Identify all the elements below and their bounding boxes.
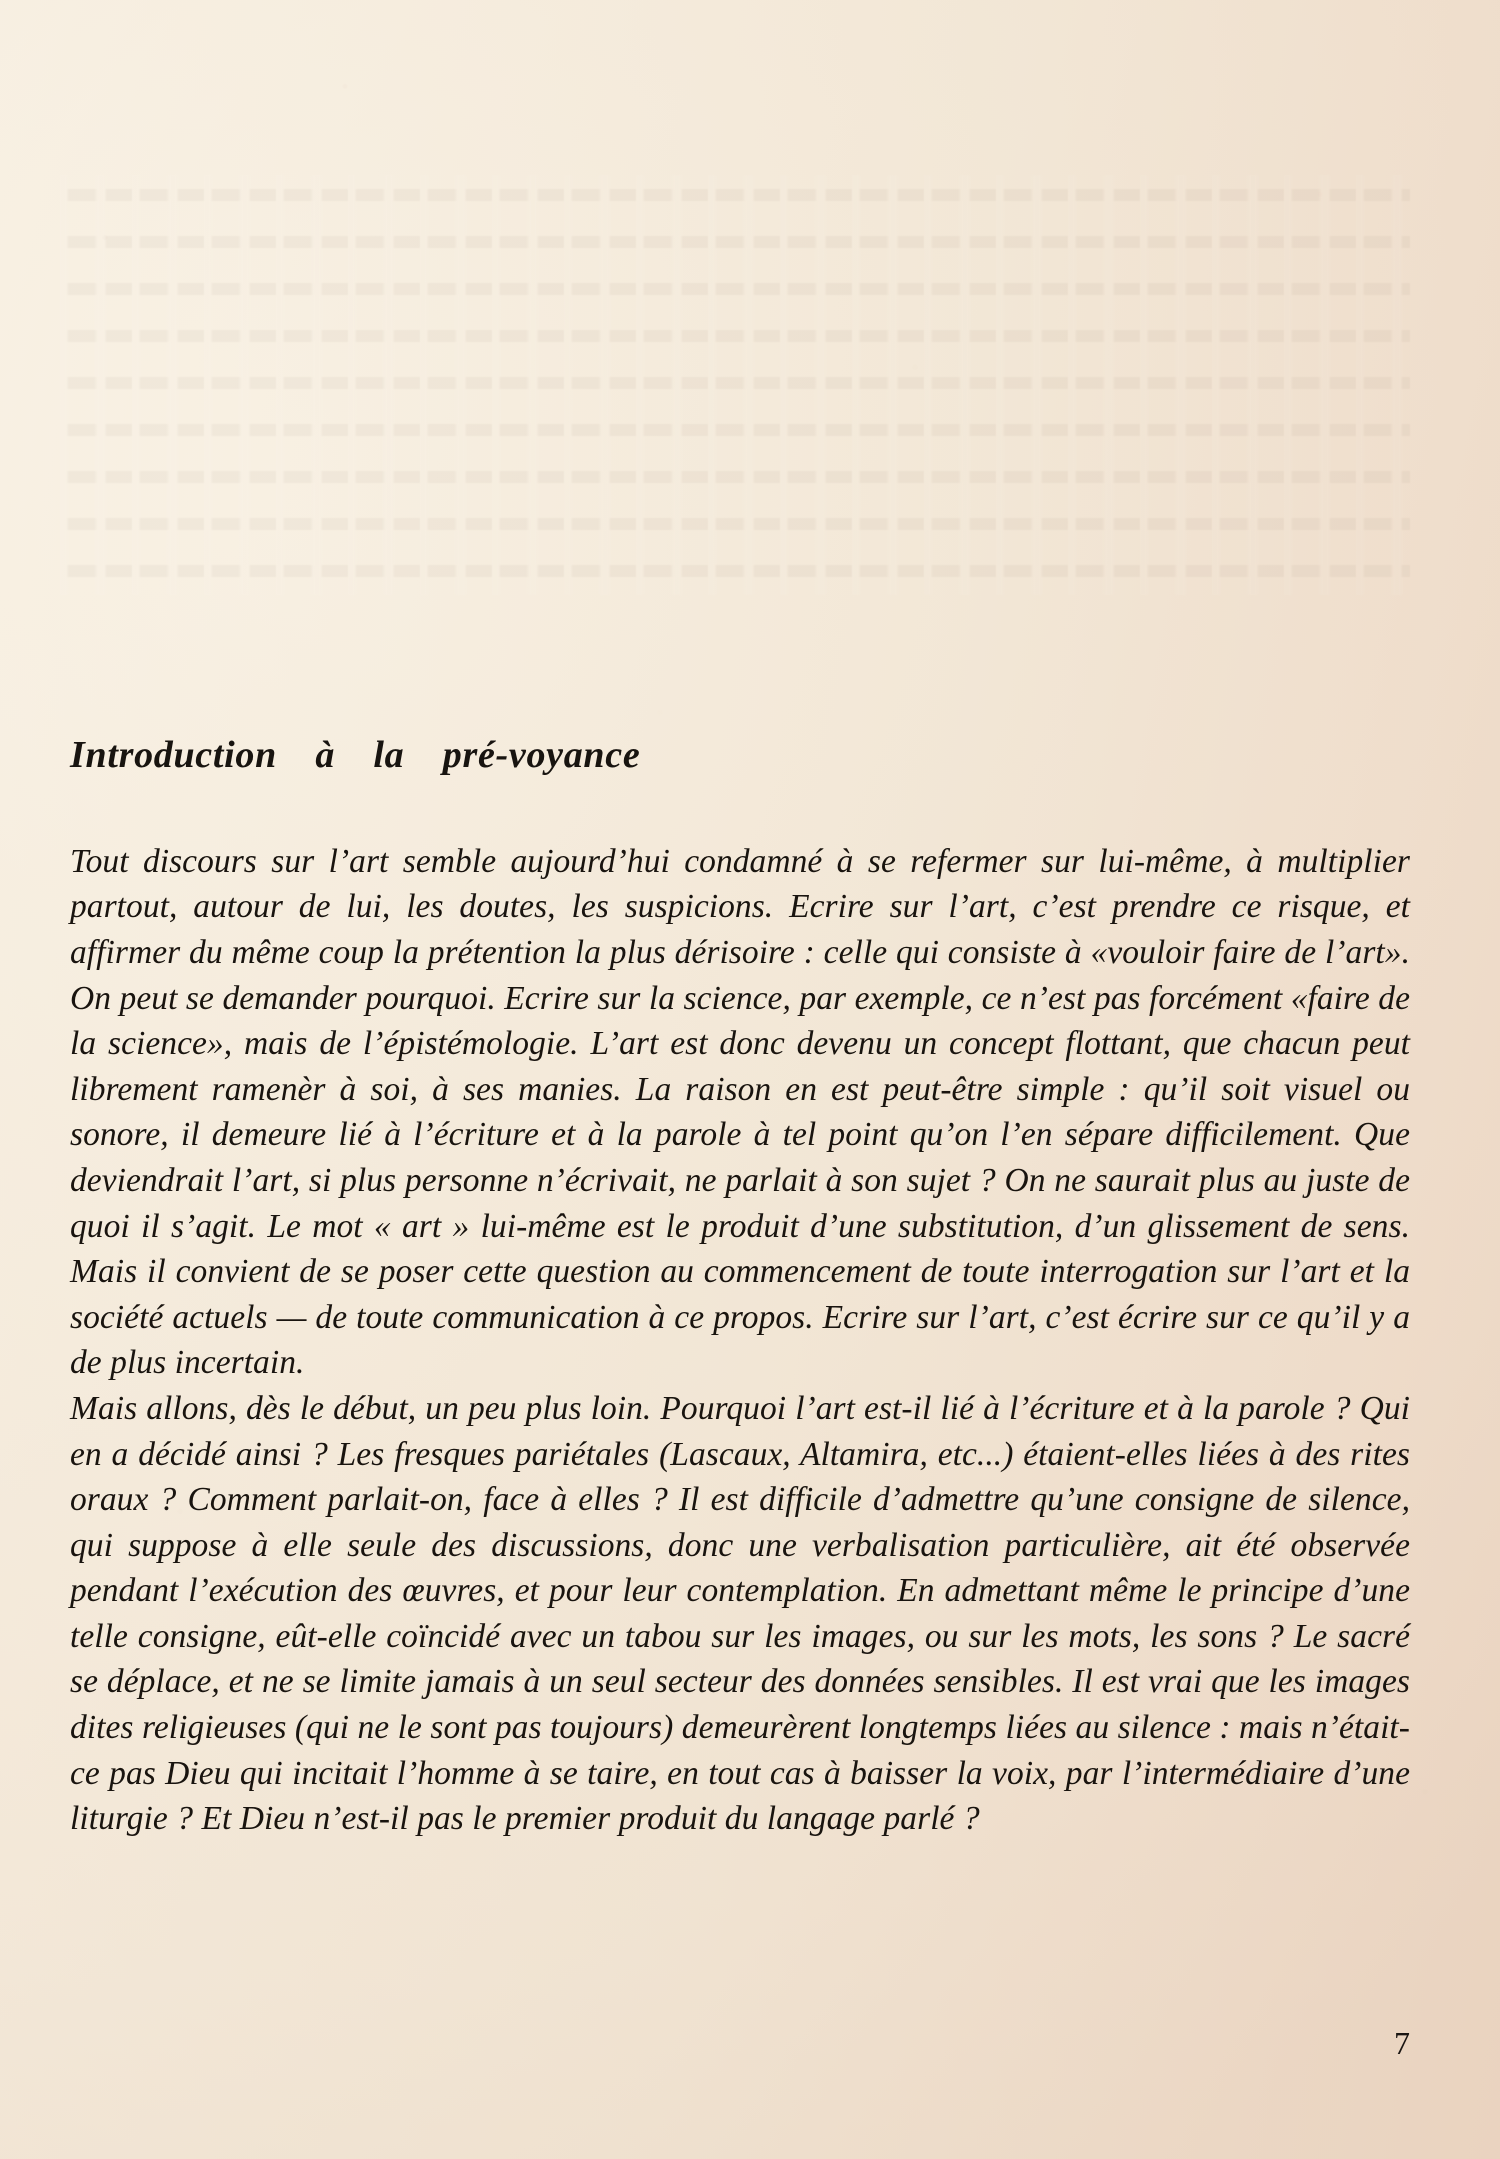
page-number: 7 [1394,2025,1410,2061]
page-title: Introduction à la pré-voyance [70,734,641,776]
paragraph-1: Tout discours sur l’art semble aujourd’hui condamné à se refermer sur lui-même, à multiplier partout, autour de lui, les doutes, les suspicions. Ecrire sur l’art, c’est prendre ce risque, et affirmer du même coup la prétention la plus dérisoire : celle qui consiste à «vouloir faire de l’art». On peut se demander pourquoi. Ecrire sur la science, par exemple, ce n’est pas forcément «faire de la science», mais de l’épistémologie. L’art est donc devenu un concept flottant, que chacun peut librement ramenèr à soi, à ses manies. La raison en est peut-être simple : qu’il soit visuel ou sonore, il demeure lié à l’écriture et à la parole à tel point qu’on l’en sépare difficilement. Que deviendrait l’art, si plus personne n’écrivait, ne parlait à son sujet ? On ne saurait plus au juste de quoi il s’agit. Le mot « art » lui-même est le produit d’une substitution, d’un glissement de sens. Mais il convient de se poser cette question au commencement de toute interrogation sur l’art et la société actuels — de toute communication à ce propos. Ecrire sur l’art, c’est écrire sur ce qu’il y a de plus incertain. [70,842,1410,1382]
bleed-through-ghost-text [60,175,1410,595]
page-content [70,734,1410,2061]
paragraph-2: Mais allons, dès le début, un peu plus loin. Pourquoi l’art est-il lié à l’écriture et à la parole ? Qui en a décidé ainsi ? Les fresques pariétales (Lascaux, Altamira, etc...) étaient-elles liées à des rites oraux ? Comment parlait-on, face à elles ? Il est difficile d’admettre qu’une consigne de silence, qui suppose à elle seule des discussions, donc une verbalisation particulière, ait été observée pendant l’exécution des œuvres, et pour leur contemplation. En admettant même le principe d’une telle consigne, eût-elle coïncidé avec un tabou sur les images, ou sur les mots, les sons ? Le sacré se déplace, et ne se limite jamais à un seul secteur des données sensibles. Il est vrai que les images dites religieuses (qui ne le sont pas toujours) demeurèrent longtemps liées au silence : mais n’était-ce pas Dieu qui incitait l’homme à se taire, en tout cas à baisser la voix, par l’intermédiaire d’une liturgie ? Et Dieu n’est-il pas le premier produit du langage parlé ? [70,1389,1410,1838]
